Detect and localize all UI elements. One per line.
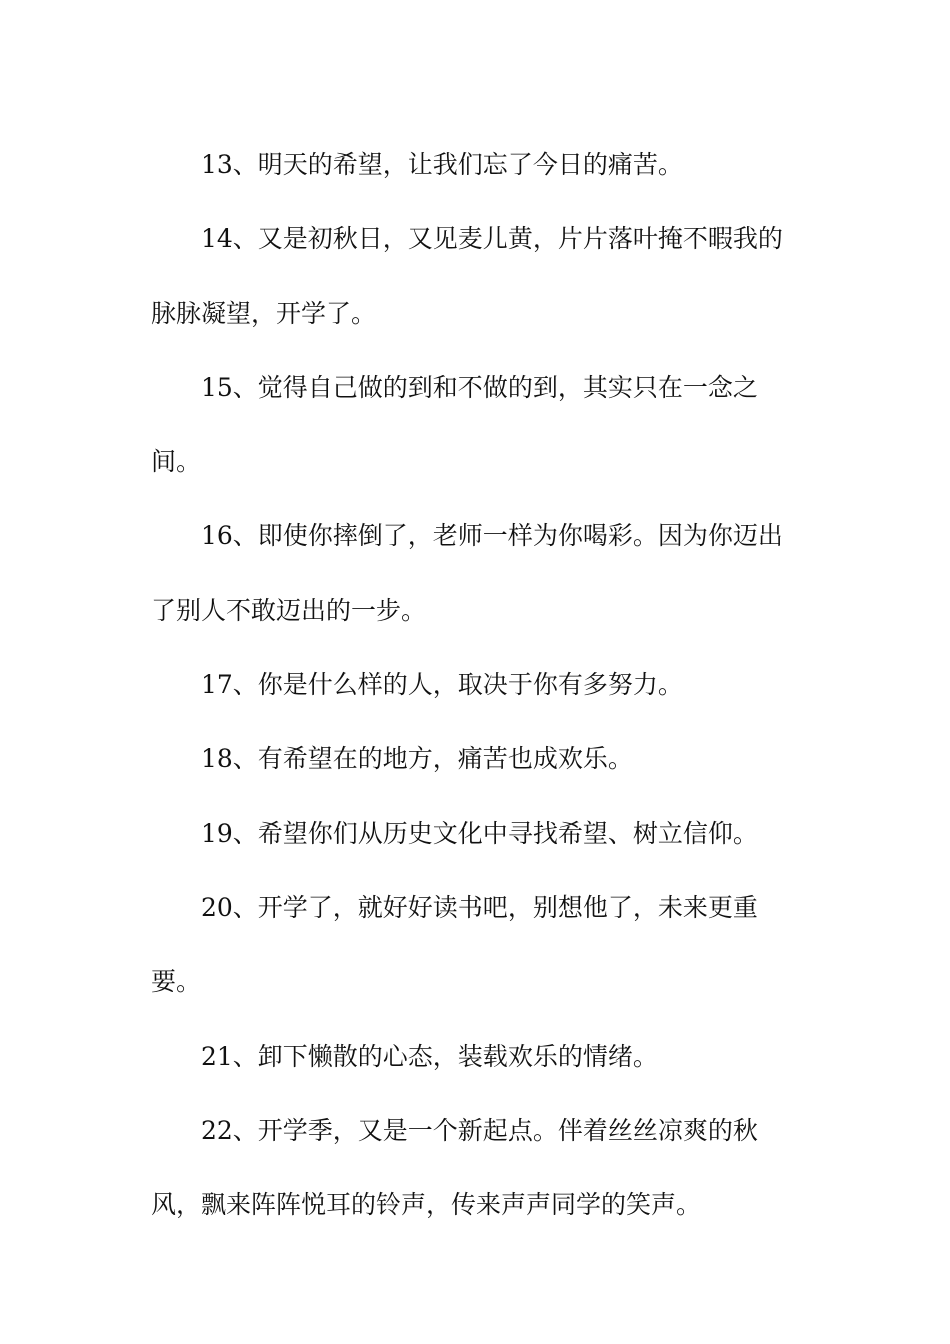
paragraph-13: 13、明天的希望，让我们忘了今日的痛苦。: [201, 150, 683, 179]
paragraph-15: 15、觉得自己做的到和不做的到，其实只在一念之间。: [151, 372, 758, 477]
paragraph-22: 22、开学季，又是一个新起点。伴着丝丝凉爽的秋风，飘来阵阵悦耳的铃声，传来声声同学的笑声。: [151, 1115, 758, 1220]
paragraph-21: 21、卸下懒散的心态，装载欢乐的情绪。: [201, 1041, 658, 1071]
paragraph-17: 17、你是什么样的人，取决于你有多努力。: [201, 670, 683, 700]
paragraph-16: 16、即使你摔倒了，老师一样为你喝彩。因为你迈出了别人不敢迈出的一步。: [151, 521, 783, 625]
paragraph-14: 14、又是初秋日，又见麦儿黄，片片落叶掩不暇我的脉脉凝望，开学了。: [151, 224, 783, 328]
paragraph-20: 20、开学了，就好好读书吧，别想他了，未来更重要。: [151, 892, 758, 997]
document-body: [151, 128, 801, 1242]
paragraph-19: 19、希望你们从历史文化中寻找希望、树立信仰。: [201, 818, 758, 848]
paragraph-18: 18、有希望在的地方，痛苦也成欢乐。: [201, 744, 633, 774]
